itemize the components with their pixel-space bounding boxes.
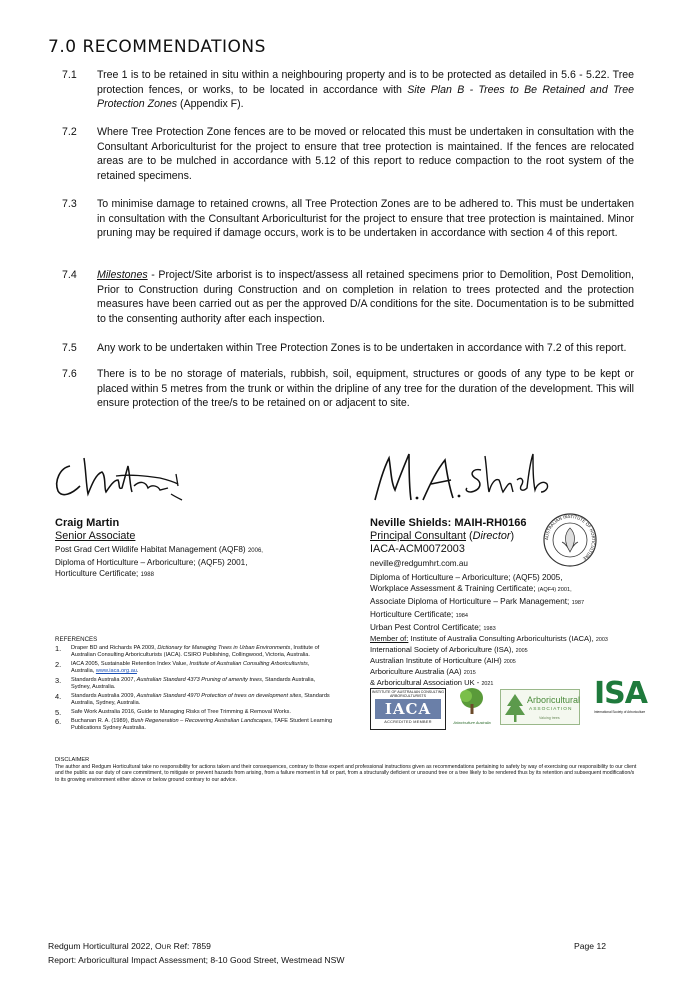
- site-plan-b-ref: Site Plan B - Trees to Be Retained and Tree Protection Zones: [97, 83, 634, 110]
- qualification: Workplace Assessment & Training Certificate;: [370, 584, 536, 593]
- iaca-logo-bottom: ACCREDITED MEMBER: [384, 720, 432, 724]
- page-number: Page 12: [574, 941, 607, 951]
- neville-shields-signature: [365, 440, 565, 510]
- craig-martin-signature: [50, 436, 190, 506]
- iaca-logo-main: IACA: [375, 699, 441, 719]
- iaca-logo-top: INSTITUTE OF AUSTRALIAN CONSULTING ARBORICULTURISTS: [371, 690, 445, 698]
- footer-company: Redgum Horticultural 2022,: [48, 941, 153, 951]
- qualification-year: (AQF4) 2001,: [537, 587, 572, 593]
- aih-seal-icon: [542, 512, 598, 568]
- qualification-year: 2006,: [247, 548, 263, 554]
- membership: & Arboricultural Association UK -: [370, 678, 480, 687]
- qualification: Post Grad Cert Wildlife Habitat Management (AQF8): [55, 545, 246, 554]
- recommendation-7-3: [62, 197, 634, 241]
- qualification-year: 1987: [571, 600, 585, 606]
- references: [55, 636, 333, 733]
- membership: Australian Institute of Horticulture (AIH): [370, 656, 502, 665]
- iaca-number: IACA-ACM0072003: [370, 543, 465, 555]
- membership-year: 2003: [595, 637, 608, 643]
- rec-number: 7.6: [62, 368, 77, 380]
- reference-item: 1. Draper BD and Richards PA 2009, Dictionary for Managing Trees in Urban Environments, Institute of Australian Consulting Arboriculturists (IACA). CSIRO Publishing, Collingwood, Victoria, Australia.: [55, 644, 320, 659]
- footer-ref: Ref: 7859: [173, 941, 211, 951]
- rec-text: Where Tree Protection Zone fences are to be moved or relocated this must be undertaken in consultation with the Consultant Arboriculturist for the project to ensure that tree protection is maintained. If the fences are relocated areas are to be mulched in accordance with 5.12 of this report to reduce compaction to the root system of the retained specimens.: [97, 126, 634, 182]
- qualification: Associate Diploma of Horticulture – Park Management;: [370, 597, 570, 606]
- rec-text: Any work to be undertaken within Tree Protection Zones is to be undertaken in accordance with 7.2 of this report.: [97, 342, 627, 354]
- signatory-neville-shields: Neville Shields: MAIH-RH0166 Principal Consultant (Director) IACA-ACM0072003 neville@redgumhrt.com.au Diploma of Horticulture – Arboriculture; (AQF5) 2005, Workplace Assessment & Training Certificate; (AQF4) 2001, Associate Diploma of Horticulture – Park Management; 1987 Horticulture Certificate; 1984 Urban Pest Control Certificate; 1983: [370, 517, 640, 635]
- signatory-title: Senior Associate: [55, 530, 136, 542]
- rec-text: To minimise damage to retained crowns, all Tree Protection Zones are to be adhered to. This must be undertaken in consultation with the Consultant Arboriculturist for the project to ensure that tree protection is maintained. Minor pruning may be required if damage occurs, work is to be undertaken in accordance with section 4 of this report.: [97, 198, 634, 239]
- aa-logo-text: Arboriculture Australia: [453, 721, 491, 725]
- membership-year: 2005: [515, 648, 528, 654]
- recommendation-7-5: [62, 341, 634, 356]
- reference-item: 4. Standards Australia 2009, Australian Standard 4970 Protection of trees on development sites, Standards Australia, Sydney, Australia.: [55, 691, 330, 707]
- rec-text: - Project/Site arborist is to inspect/assess all retained specimens prior to Demolition, Post Demolition, Prior to Construction during Construction and on completion in relation to trees protected and the protection measures have been carried out as per the approved D/A conditions for the site. Documentation is to be submitted to the consenting authority after each inspection.: [97, 269, 634, 325]
- arb-assoc-sub: ASSOCIATION: [529, 707, 573, 712]
- isa-logo-letters: ISA: [594, 676, 647, 711]
- membership: Institute of Australia Consulting Arboriculturists (IACA),: [410, 634, 594, 643]
- membership: Arboriculture Australia (AA): [370, 667, 462, 676]
- qualification: Horticulture Certificate;: [55, 569, 139, 578]
- reference-item: 5. Safe Work Australia 2016, Guide to Managing Risks of Tree Trimming & Removal Works.: [55, 707, 291, 717]
- recommendation-7-1: [62, 68, 634, 112]
- seal-text: AUSTRALIAN INSTITUTE OF HORTICULTURE: [543, 513, 597, 562]
- signatory-title: Principal Consultant: [370, 530, 467, 542]
- reference-item: 6. Buchanan R. A. (1989), Bush Regeneration – Recovering Australian Landscapes, TAFE Student Learning Publications Sydney Australia.: [55, 716, 333, 731]
- qualification-year: 1988: [140, 572, 154, 578]
- rec-text-end: (Appendix F).: [177, 98, 244, 110]
- signatory-name: Neville Shields: MAIH-RH0166: [370, 517, 527, 529]
- membership-year: 2021: [481, 681, 494, 687]
- footer-ref-ur: UR: [161, 944, 172, 951]
- title-role: Director: [472, 530, 511, 542]
- references-title: REFERENCES: [55, 636, 98, 643]
- isa-logo-sub: International Society of Arboriculture: [594, 710, 646, 714]
- footer-report: Report: Arboricultural Impact Assessment; 8-10 Good Street, Westmead NSW: [48, 955, 345, 965]
- reference-item: 2. IACA 2005, Sustainable Retention Index Value, Institute of Australian Consulting Arboriculturists, Australia, www.iaca.org.au.: [55, 660, 310, 675]
- qualification: Horticulture Certificate;: [370, 610, 454, 619]
- footer-ref-o: O: [155, 941, 162, 951]
- rec-number: 7.5: [62, 342, 77, 354]
- iaca-link[interactable]: www.iaca.org.au: [95, 668, 137, 675]
- rec-text: Tree 1 is to be retained in situ within a neighbouring property and is to be protected as detailed in 5.6 - 5.22. Tree protection fences, or works, to be located in accordance with: [97, 69, 634, 96]
- arb-assoc-tag: Valuing trees: [539, 716, 560, 720]
- arboriculture-australia-logo: [452, 684, 492, 730]
- recommendation-7-4: [62, 268, 634, 326]
- arb-assoc-tree-icon: [503, 691, 527, 725]
- section-heading: 7.0 RECOMMENDATIONS: [48, 37, 266, 57]
- qualification: Urban Pest Control Certificate;: [370, 623, 482, 632]
- page-footer: [48, 940, 648, 966]
- rec-text: There is to be no storage of materials, rubbish, soil, equipment, structures or goods of any type to be kept or placed within 5 metres from the trunk or within the dripline of any tree for the duration of the development. This will ensure protection of the tree/s to be retained on or adjacent to site.: [97, 368, 634, 409]
- rec-number: 7.3: [62, 198, 77, 210]
- membership-year: 2015: [463, 670, 476, 676]
- email: neville@redgumhrt.com.au: [370, 559, 468, 568]
- recommendation-7-2: [62, 125, 634, 183]
- qualification: Diploma of Horticulture – Arboriculture; (AQF5) 2005,: [370, 573, 563, 582]
- disclaimer-text: The author and Redgum Horticultural take no responsibility for actions taken and their consequences, contrary to those expert and professional instructions given as recommendations pertaining to safety by way of exercising our responsibility to our client and the public as our duty of care commitment, to mitigate or prevent hazards from arising, from a failure moment in full or part, from a structurally deficient or unsound tree or a tree likely to be rendered thus by its retention and subsequent modification/s to its growing environment either above or below ground contrary to our advice.: [55, 763, 637, 783]
- membership: International Society of Arboriculture (ISA),: [370, 645, 514, 654]
- disclaimer-title: DISCLAIMER: [55, 757, 90, 763]
- arb-assoc-title: Arboricultural: [527, 695, 581, 705]
- signatory-craig-martin: [55, 517, 315, 581]
- iaca-logo: [370, 688, 446, 730]
- rec-number: 7.4: [62, 269, 77, 281]
- qualification: Diploma of Horticulture – Arboriculture; (AQF5) 2001,: [55, 558, 248, 567]
- arboricultural-association-logo: [500, 689, 580, 725]
- disclaimer: [55, 757, 637, 783]
- isa-logo: [594, 678, 650, 718]
- rec-number: 7.2: [62, 126, 77, 138]
- signatory-name: Craig Martin: [55, 517, 120, 529]
- qualification-year: 1983: [483, 626, 496, 632]
- milestones-label: Milestones: [97, 269, 148, 281]
- member-label: Member of:: [370, 634, 409, 643]
- reference-item: 3. Standards Australia 2007, Australian Standard 4373 Pruning of amenity trees, Standards Australia, Sydney, Australia.: [55, 676, 316, 691]
- membership-year: 2005: [503, 659, 516, 665]
- recommendation-7-6: [62, 367, 634, 411]
- aa-tree-icon: [452, 684, 492, 716]
- qualification-year: 1984: [455, 613, 469, 619]
- rec-number: 7.1: [62, 69, 77, 81]
